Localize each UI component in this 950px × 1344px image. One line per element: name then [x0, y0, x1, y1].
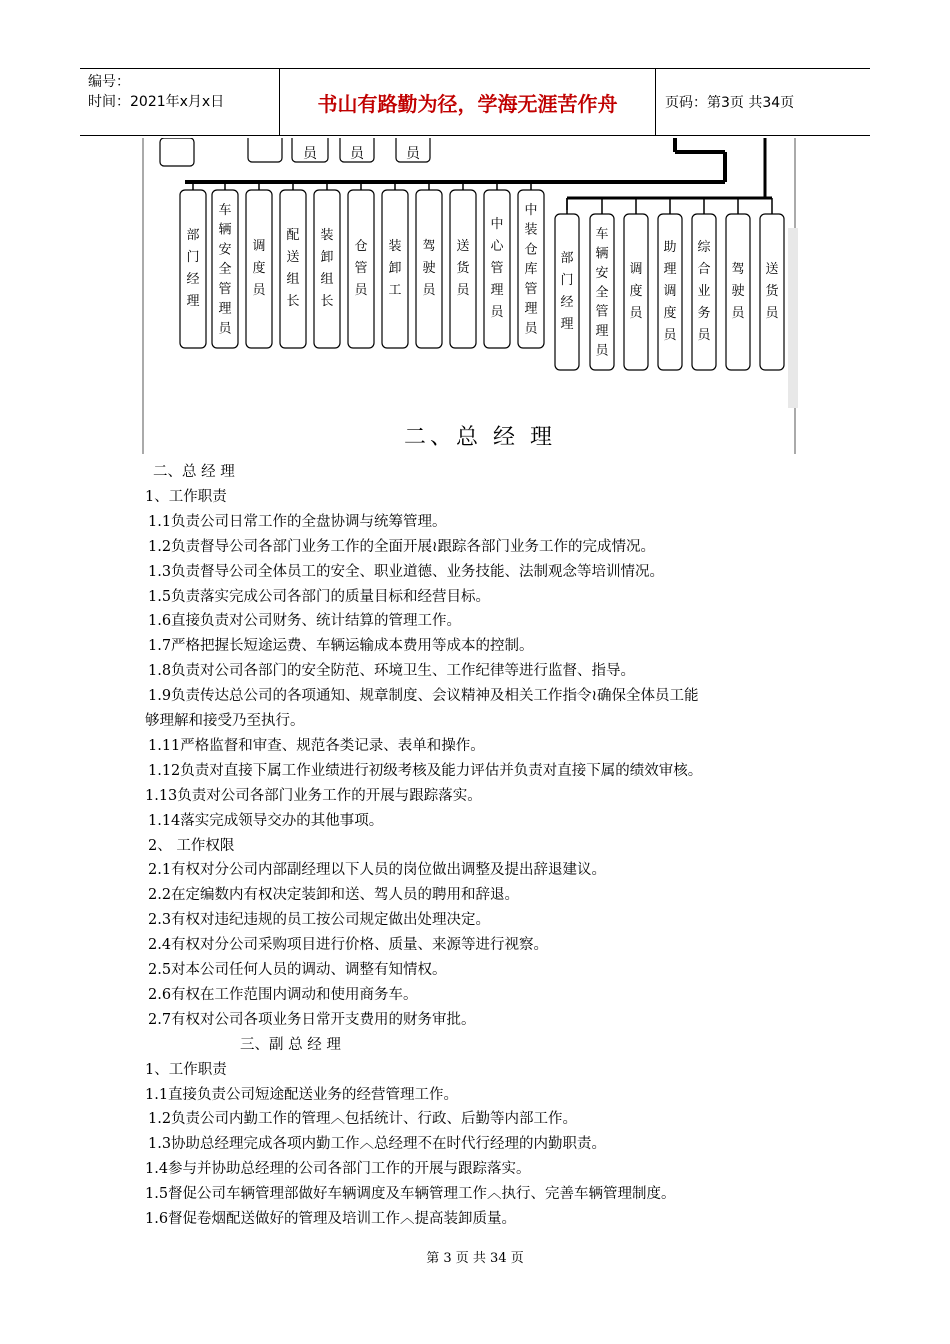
text-line: 2.2在定编数内有权决定装卸和送、驾人员的聘用和辞退。 — [148, 887, 520, 904]
gray-strip — [788, 228, 798, 408]
role-char: 员 — [629, 306, 643, 321]
role-char: 员 — [218, 321, 232, 337]
role-char: 仓 — [354, 239, 368, 254]
role-char: 员 — [697, 328, 711, 343]
page-header — [80, 68, 870, 136]
role-char: 管 — [524, 281, 538, 297]
role-char: 驶 — [731, 284, 745, 299]
role-char: 员 — [595, 343, 609, 359]
role-char: 心 — [490, 239, 504, 254]
role-char: 车 — [595, 227, 609, 242]
role-char: 理 — [560, 317, 574, 332]
top-box-label: 员 — [350, 146, 364, 162]
role-char: 理 — [524, 301, 538, 317]
role-char: 中 — [524, 203, 538, 218]
role-char: 理 — [490, 283, 504, 298]
text-line: 1.13负责对公司各部门业务工作的开展与跟踪落实。 — [145, 787, 482, 804]
text-line: 1.6直接负责对公司财务、统计结算的管理工作。 — [148, 613, 462, 630]
role-char: 经 — [560, 295, 574, 310]
role-char: 部 — [560, 251, 574, 266]
text-line: 2.5对本公司任何人员的调动、调整有知情权。 — [148, 962, 447, 978]
role-char: 货 — [765, 284, 779, 299]
role-char: 经 — [186, 272, 200, 287]
text-line: 1.8负责对公司各部门的安全防范、环境卫生、工作纪律等进行监督、指导。 — [148, 663, 636, 680]
role-char: 车 — [218, 203, 232, 218]
role-char: 员 — [663, 328, 677, 343]
role-char: 库 — [524, 262, 538, 278]
role-char: 送 — [286, 250, 300, 265]
text-line: 2、 工作权限 — [148, 837, 235, 854]
role-char: 员 — [456, 283, 470, 298]
header-meta — [80, 69, 280, 135]
chart-caption: 二、总 经 理 — [404, 425, 556, 450]
role-char: 管 — [595, 304, 609, 320]
text-line: 1、工作职责 — [145, 488, 227, 505]
role-char: 组 — [320, 272, 334, 287]
text-line: 2.1有权对分公司内部副经理以下人员的岗位做出调整及提出辞退建议。 — [148, 862, 607, 879]
role-char: 配 — [286, 228, 300, 243]
role-char: 货 — [456, 261, 470, 276]
text-line: 2.6有权在工作范围内调动和使用商务车。 — [148, 986, 418, 1003]
role-char: 卸 — [388, 261, 402, 276]
role-char: 部 — [186, 228, 200, 243]
role-char: 仓 — [524, 242, 538, 258]
role-char: 驾 — [731, 262, 745, 277]
text-line: 1.4参与并协助总经理的公司各部门工作的开展与跟踪落实。 — [145, 1161, 531, 1178]
text-line: 1.14落实完成领导交办的其他事项。 — [148, 812, 384, 829]
text-line: 1.7严格把握长短途运费、车辆运输成本费用等成本的控制。 — [148, 638, 534, 655]
role-box — [280, 190, 306, 348]
role-char: 管 — [354, 261, 368, 276]
role-char: 员 — [524, 321, 538, 337]
role-char: 调 — [252, 239, 266, 254]
role-char: 装 — [320, 228, 334, 243]
role-char: 助 — [663, 240, 677, 255]
role-char: 管 — [490, 261, 504, 276]
page-footer: 第 3 页 共 34 页 — [426, 1251, 524, 1266]
role-char: 辆 — [595, 246, 609, 262]
text-line: 1.1负责公司日常工作的全盘协调与统筹管理。 — [148, 513, 447, 530]
role-char: 送 — [765, 262, 779, 277]
role-box — [555, 214, 579, 370]
role-char: 度 — [252, 261, 266, 276]
top-box — [248, 138, 282, 162]
role-char: 度 — [629, 284, 643, 299]
text-line: 1.5督促公司车辆管理部做好车辆调度及车辆管理工作︿执行、完善车辆管理制度。 — [145, 1186, 676, 1203]
role-box — [180, 190, 206, 348]
role-char: 业 — [697, 284, 711, 299]
role-char: 综 — [697, 240, 711, 255]
top-box-label: 员 — [303, 146, 317, 162]
role-char: 调 — [629, 262, 643, 277]
role-char: 管 — [218, 281, 232, 297]
role-char: 辆 — [218, 222, 232, 238]
role-char: 卸 — [320, 250, 334, 265]
role-char: 装 — [524, 222, 538, 238]
text-line: 2.7有权对公司各项业务日常开支费用的财务审批。 — [148, 1011, 476, 1028]
page-label: 页码：第3页 共34页 — [665, 95, 795, 111]
text-line: 够理解和接受乃至执行。 — [145, 713, 305, 729]
role-char: 驾 — [422, 239, 436, 254]
role-char: 理 — [595, 324, 609, 340]
text-line: 1.9负责传达总公司的各项通知、规章制度、会议精神及相关工作指令≀确保全体员工能 — [148, 688, 699, 705]
top-box-label: 员 — [406, 146, 420, 162]
role-char: 送 — [456, 239, 470, 254]
role-char: 理 — [663, 262, 677, 277]
time-label: 时间：2021年x月x日 — [88, 94, 225, 110]
role-box — [314, 190, 340, 348]
role-char: 门 — [186, 250, 200, 265]
text-line: 1.11严格监督和审查、规范各类记录、表单和操作。 — [148, 737, 485, 754]
role-char: 中 — [490, 217, 504, 232]
text-line: 1.5负责落实完成公司各部门的质量目标和经营目标。 — [148, 588, 491, 605]
role-char: 工 — [388, 283, 402, 298]
role-char: 员 — [252, 283, 266, 298]
role-char: 员 — [765, 306, 779, 321]
text-line: 1.3协助总经理完成各项内勤工作︿总经理不在时代行经理的内勤职责。 — [148, 1136, 607, 1153]
text-line: 1.6督促卷烟配送做好的管理及培训工作︿提高装卸质量。 — [145, 1211, 517, 1227]
text-line: 1.2负责公司内勤工作的管理︿包括统计、行政、后勤等内部工作。 — [148, 1111, 578, 1128]
text-line: 1.12负责对直接下属工作业绩进行初级考核及能力评估并负责对直接下属的绩效审核。 — [148, 762, 703, 779]
number-label: 编号： — [88, 74, 130, 90]
role-char: 门 — [560, 273, 574, 288]
role-char: 度 — [663, 306, 677, 321]
text-line: 1.2负责督导公司各部门业务工作的全面开展≀跟踪各部门业务工作的完成情况。 — [148, 538, 655, 555]
role-char: 员 — [490, 305, 504, 320]
text-line: 二、总 经 理 — [153, 464, 235, 480]
role-char: 理 — [186, 294, 200, 309]
text-line: 1.3负责督导公司全体员工的安全、职业道德、业务技能、法制观念等培训情况。 — [148, 563, 665, 580]
role-char: 驶 — [422, 261, 436, 276]
role-char: 员 — [354, 283, 368, 298]
role-char: 全 — [595, 285, 609, 301]
role-char: 员 — [422, 283, 436, 298]
org-chart — [140, 138, 800, 456]
role-char: 调 — [663, 284, 677, 299]
role-char: 合 — [697, 262, 711, 277]
text-line: 2.4有权对分公司采购项目进行价格、质量、来源等进行视察。 — [148, 937, 549, 954]
role-char: 全 — [218, 262, 232, 278]
text-line: 1.1直接负责公司短途配送业务的经营管理工作。 — [145, 1086, 459, 1103]
text-line: 三、副 总 经 理 — [240, 1036, 341, 1053]
role-char: 理 — [218, 301, 232, 317]
role-char: 长 — [286, 294, 300, 309]
motto: 书山有路勤为径，学海无涯苦作舟 — [280, 69, 656, 135]
top-box — [160, 138, 194, 166]
role-char: 长 — [320, 294, 334, 309]
role-char: 安 — [218, 242, 232, 258]
text-line: 1、工作职责 — [145, 1061, 227, 1078]
role-char: 务 — [697, 306, 711, 321]
text-line: 2.3有权对违纪违规的员工按公司规定做出处理决定。 — [148, 912, 491, 929]
role-char: 安 — [595, 265, 609, 281]
role-char: 员 — [731, 306, 745, 321]
role-char: 装 — [388, 239, 402, 254]
role-char: 组 — [286, 272, 300, 287]
